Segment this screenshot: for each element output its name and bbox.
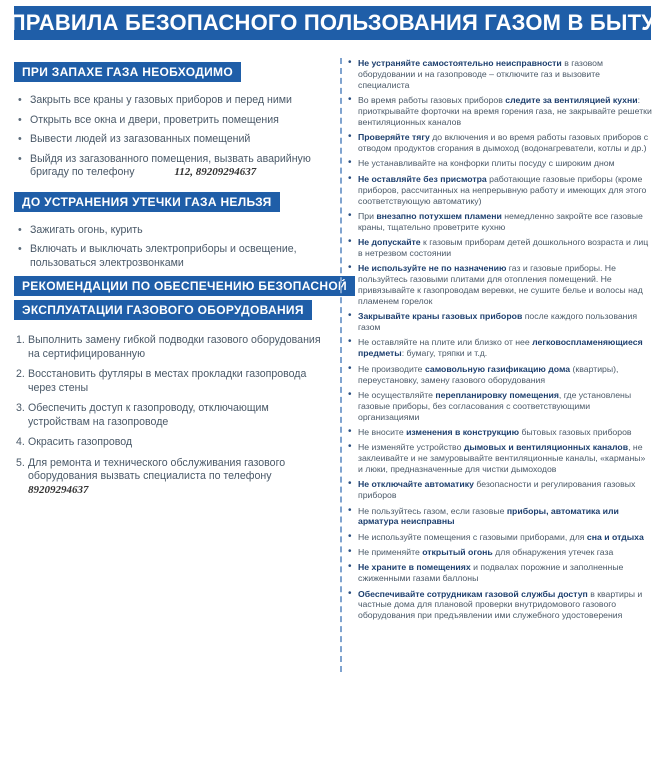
rule-emphasis: внезапно потухшем пламени <box>376 210 502 221</box>
rule-emphasis: дымовых и вентиляционных каналов <box>463 442 629 453</box>
section-heading-gas-smell: ПРИ ЗАПАХЕ ГАЗА НЕОБХОДИМО <box>14 62 241 82</box>
section-heading-recommendations <box>14 276 347 320</box>
leak-list <box>14 224 332 271</box>
item-text: Окрасить газопровод <box>28 436 133 448</box>
rule-item <box>358 263 652 307</box>
rule-item <box>358 158 652 169</box>
rule-item <box>358 132 652 154</box>
emergency-phone: 112, 89209294637 <box>174 166 257 178</box>
rule-item <box>358 237 652 259</box>
rule-item <box>358 506 652 528</box>
rule-text: немедленно закройте все газовые краны, тщательно проветрите кухню <box>358 210 643 232</box>
rule-item <box>358 58 652 91</box>
safety-rules-list <box>346 58 652 621</box>
rule-emphasis: изменения в конструкцию <box>406 426 520 437</box>
rule-item <box>358 337 652 359</box>
rule-text: до включения и во время работы газовых приборов с отводом продуктов сгорания в дымоход (водонагреватели, котлы и др.) <box>358 132 649 154</box>
rule-item <box>358 589 652 622</box>
column-divider <box>340 58 342 672</box>
rule-emphasis: Не храните в помещениях <box>358 562 471 573</box>
rule-emphasis: перепланировку помещения <box>435 389 559 400</box>
rule-text: Не оставляйте на плите или близко от нее <box>358 337 533 348</box>
rule-text: работающие газовые приборы (кроме приборов, рассчитанных на непрерывную работу и имеющих для этого соответствующую автоматику) <box>358 173 647 206</box>
list-item-text: Выйдя из загазованного помещения, вызвать аварийную бригаду по телефону <box>30 152 311 178</box>
rule-text: : приоткрывайте форточки на время горения газа, не закрывайте решетки вентиляционных каналов <box>358 95 652 127</box>
rule-text: Не пользуйтесь газом, если газовые <box>358 505 507 516</box>
rule-text: в квартиры и частные дома для плановой проверки внутридомового газового оборудования при предъявлении ими служебного удостоверения <box>358 588 643 621</box>
item-text: Обеспечить доступ к газопроводу, отключающим устройствам на газопроводе <box>28 402 269 428</box>
rule-text: Не осуществляйте <box>358 389 436 400</box>
rule-text: для обнаружения утечек газа <box>492 547 614 558</box>
item-number: 1. <box>16 334 25 346</box>
list-item <box>16 436 332 450</box>
rule-item <box>358 211 652 233</box>
section-heading-line1: РЕКОМЕНДАЦИИ ПО ОБЕСПЕЧЕНИЮ БЕЗОПАСНОЙ <box>14 276 355 296</box>
rule-emphasis: приборы, автоматика или арматура неисправны <box>358 505 619 527</box>
rule-text: Не производите <box>358 363 425 374</box>
rule-text: Не вносите <box>358 426 407 437</box>
rule-text: , где установлены газовые приборы, без согласования с соответствующими организациями <box>358 389 632 422</box>
rule-item <box>358 174 652 207</box>
rule-emphasis: Проверяйте тягу <box>358 132 430 143</box>
page-title: ПРАВИЛА БЕЗОПАСНОГО ПОЛЬЗОВАНИЯ ГАЗОМ В БЫТУ <box>14 6 651 40</box>
rule-item <box>358 479 652 501</box>
rule-item <box>358 562 652 584</box>
rule-emphasis: Обеспечивайте сотрудникам газовой службы доступ <box>358 588 588 599</box>
list-item <box>30 153 332 180</box>
rule-text: в газовом оборудовании и на газопроводе – отключите газ и вызовите специалиста <box>358 58 603 90</box>
list-item: • Закрыть все краны у газовых приборов и перед ними <box>30 94 332 108</box>
rule-emphasis: Не используйте не по назначению <box>358 263 507 274</box>
rule-emphasis: следите за вентиляцией кухни <box>505 95 638 106</box>
list-item: • Зажигать огонь, курить <box>30 224 332 238</box>
rule-text: к газовым приборам детей дошкольного возраста и лиц в нетрезвом состоянии <box>358 237 649 258</box>
list-item: • Включать и выключать электроприборы и освещение, пользоваться электрозвонками <box>30 243 332 270</box>
rule-item <box>358 427 652 438</box>
rule-emphasis: Не отключайте автоматику <box>358 479 474 490</box>
rule-item <box>358 95 652 128</box>
rule-text: после каждого пользования газом <box>358 311 638 333</box>
rule-item <box>358 390 652 423</box>
rule-emphasis: сна и отдыха <box>586 531 644 542</box>
rule-text: (квартиры), переустановку, замену газового оборудования <box>358 363 619 385</box>
rule-item <box>358 547 652 558</box>
rule-text: Не применяйте <box>358 547 423 558</box>
rule-emphasis: Не оставляйте без присмотра <box>358 173 487 184</box>
rule-item <box>358 311 652 333</box>
recommendations-list <box>14 334 332 497</box>
rule-emphasis: Не допускайте <box>358 237 421 248</box>
service-phone: 89209294637 <box>28 483 89 496</box>
rule-text: газ и газовые приборы. Не пользуйтесь газовыми плитами для отопления помещений. Не привязывайте к газопроводам веревки, не сушите белье и волосы над пламенем горелок <box>358 263 643 306</box>
rule-text: Во время работы газовых приборов <box>358 95 506 106</box>
rule-text: : бумагу, тряпки и т.д. <box>401 348 488 359</box>
item-number: 5. <box>16 456 25 469</box>
item-text: Восстановить футляры в местах прокладки газопровода через стены <box>28 368 307 394</box>
list-item <box>16 402 332 429</box>
gas-smell-list <box>14 94 332 180</box>
rule-emphasis: открытый огонь <box>422 547 493 558</box>
rule-text: безопасности и регулирования газовых приборов <box>358 479 636 501</box>
item-text: Выполнить замену гибкой подводки газового оборудования на сертифицированную <box>28 334 321 360</box>
item-number: 3. <box>16 402 25 414</box>
item-number: 2. <box>16 368 25 380</box>
list-item: • Открыть все окна и двери, проветрить помещения <box>30 114 332 128</box>
rule-item <box>358 364 652 386</box>
list-item <box>16 368 332 395</box>
rule-emphasis: легковоспламеняющиеся предметы <box>358 337 643 359</box>
rule-item <box>358 532 652 543</box>
rule-emphasis: самовольную газификацию дома <box>424 363 571 374</box>
rule-emphasis: Закрывайте краны газовых приборов <box>358 311 523 322</box>
list-item <box>16 456 332 498</box>
right-column <box>346 58 652 626</box>
section-heading-leak: ДО УСТРАНЕНИЯ УТЕЧКИ ГАЗА НЕЛЬЗЯ <box>14 192 280 212</box>
item-text: Для ремонта и технического обслуживания газового оборудования вызвать специалиста по телефону <box>28 456 286 482</box>
rule-text: и подвалах порожние и заполненные сжиженными газами баллоны <box>358 562 624 584</box>
rule-text: Не изменяйте устройство <box>358 442 464 453</box>
left-column <box>14 62 347 504</box>
list-item: • Вывести людей из загазованных помещений <box>30 133 332 147</box>
rule-emphasis: Не устраняйте самостоятельно неисправности <box>358 58 562 68</box>
item-number: 4. <box>16 436 25 448</box>
rule-text: , не заклеивайте и не замуровывайте вентиляционные каналы, «карманы» и люки, предназначенные для чистки дымоходов <box>358 442 646 475</box>
rule-text: При <box>358 210 377 221</box>
rule-text: Не устанавливайте на конфорки плиты посуду с широким дном <box>358 158 615 169</box>
list-item <box>16 334 332 361</box>
rule-text: бытовых газовых приборов <box>519 426 632 437</box>
rule-item <box>358 442 652 475</box>
rule-text: Не используйте помещения с газовыми приборами, для <box>358 531 587 542</box>
section-heading-line2: ЭКСПЛУАТАЦИИ ГАЗОВОГО ОБОРУДОВАНИЯ <box>14 300 312 320</box>
